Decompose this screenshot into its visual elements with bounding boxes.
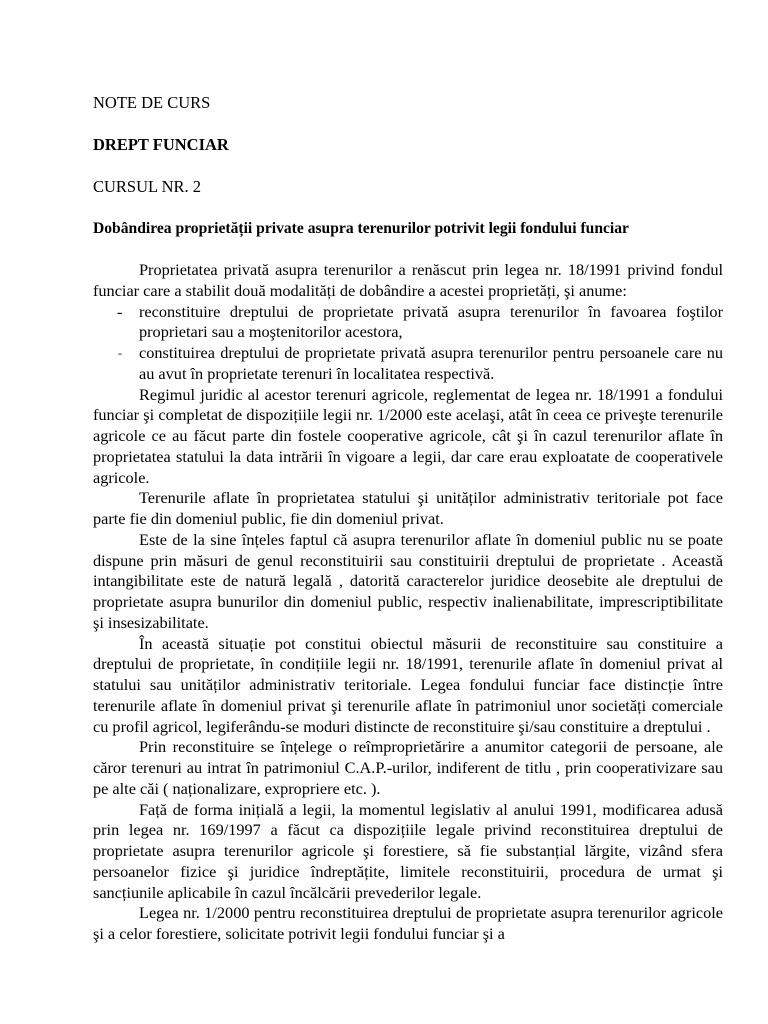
paragraph: Legea nr. 1/2000 pentru reconstituirea dreptului de proprietate asupra terenurilor agricole şi a celor forestiere, solicitate potrivit legii fondului funciar şi a <box>93 903 723 943</box>
intro-paragraph: Proprietatea privată asupra terenurilor a renăscut prin legea nr. 18/1991 privind fondul funciar care a stabilit două modalități de dobândire a acestei proprietăți, şi anume: <box>93 260 723 300</box>
notes-heading: NOTE DE CURS <box>93 93 211 112</box>
body-text <box>93 260 723 945</box>
paragraph: Față de forma inițială a legii, la momentul legislativ al anului 1991, modificarea adusă prin legea nr. 169/1997 a făcut ca dispozițiile legale privind reconstituirea dreptului de proprietate asupra terenurilor agricole şi forestiere, să fie substanțial lărgite, vizând sfera persoanelor fizice şi juridice îndreptățite, limitele reconstituirii, procedura de urmat şi sancțiunile aplicabile în cazul încălcării prevederilor legale. <box>93 799 723 902</box>
acquisition-list <box>93 302 723 385</box>
course-heading: DREPT FUNCIAR <box>93 135 229 154</box>
list-item-text: reconstituire dreptului de proprietate privată asupra terenurilor în favoarea foştilor proprietari sau a moştenitorilor acestora, <box>139 301 723 342</box>
section-title: Dobândirea proprietății private asupra terenurilor potrivit legii fondului funciar <box>93 220 629 237</box>
list-item <box>93 302 723 344</box>
paragraph: Prin reconstituire se înțelege o reîmproprietărire a anumitor categorii de persoane, ale căror terenuri au intrat în patrimoniul C.A.P.-urilor, indiferent de titlu , prin cooperativizare sau pe alte căi ( naționalizare, expropriere etc. ). <box>93 737 723 798</box>
list-marker: - <box>118 346 122 360</box>
list-marker: - <box>117 301 123 321</box>
paragraph: În această situație pot constitui obiectul măsurii de reconstituire sau constituire a dreptului de proprietate, în condițiile legii nr. 18/1991, terenurile aflate în domeniul privat al statului sau unităților administrativ teritoriale. Legea fondului funciar face distincție între terenurile aflate în domeniul privat şi terenurile aflate în patrimoniul unor societăți comerciale cu profil agricol, legiferându-se moduri distincte de reconstituire şi/sau constituire a dreptului . <box>93 633 723 736</box>
list-item-text: constituirea dreptului de proprietate privată asupra terenurilor pentru persoanele care nu au avut în proprietate terenuri în localitatea respectivă. <box>139 343 723 383</box>
course-number: CURSUL NR. 2 <box>93 177 202 196</box>
paragraph: Terenurile aflate în proprietatea statului şi unităților administrativ teritoriale pot face parte fie din domeniul public, fie din domeniul privat. <box>93 488 723 528</box>
paragraph: Este de la sine înțeles faptul că asupra terenurilor aflate în domeniul public nu se poate dispune prin măsuri de genul reconstituirii sau constituirii dreptului de proprietate . Această intangibilitate este de natură legală , datorită caracterelor juridice deosebite ale dreptului de proprietate asupra bunurilor din domeniul public, respectiv inalienabilitate, imprescriptibilitate şi insesizabilitate. <box>93 529 723 632</box>
list-item <box>93 343 723 385</box>
paragraph: Regimul juridic al acestor terenuri agricole, reglementat de legea nr. 18/1991 a fondului funciar şi completat de dispozițiile legii nr. 1/2000 este acelaşi, atât în ceea ce priveşte terenurile agricole ce au făcut parte din fostele cooperative agricole, cât şi în cazul terenurilor aflate în proprietatea statului la data intrării în vigoare a legii, dar care erau exploatate de cooperativele agricole. <box>93 384 723 487</box>
